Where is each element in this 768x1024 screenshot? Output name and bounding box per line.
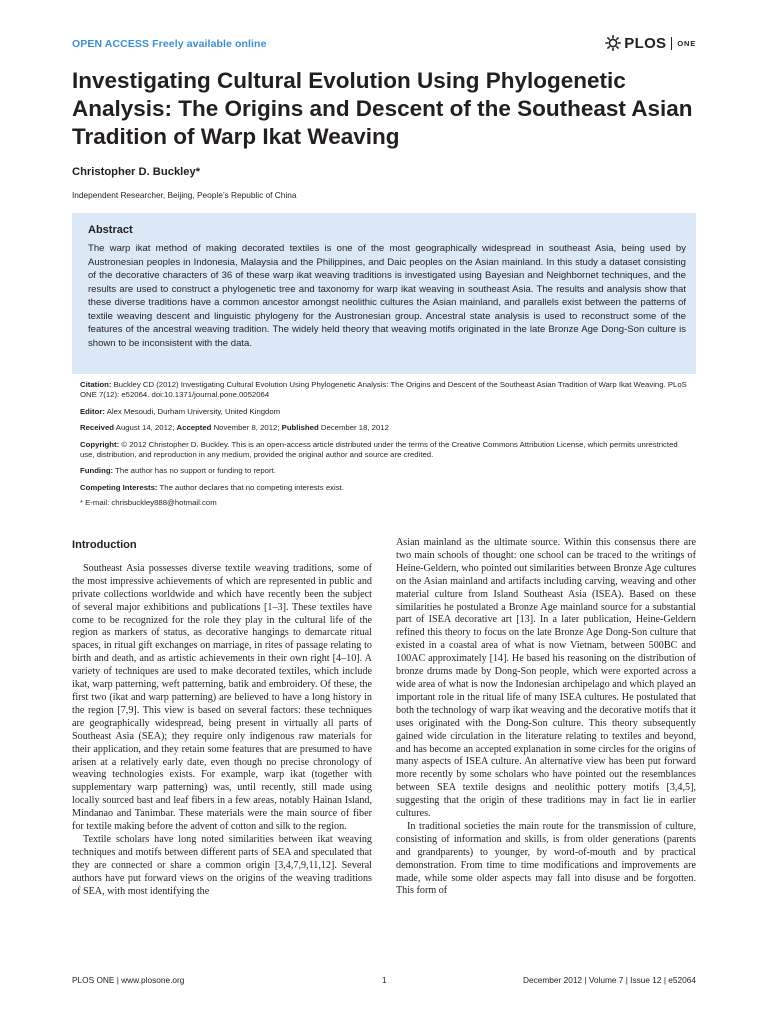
- competing-interests-line: Competing Interests: The author declares that no competing interests exist.: [80, 482, 344, 492]
- footer-issue-info: December 2012 | Volume 7 | Issue 12 | e52064: [523, 975, 696, 985]
- page-footer: [72, 975, 696, 987]
- abstract-text: The warp ikat method of making decorated textiles is one of the most geographically widespread in southeast Asia, being used by Austronesian peoples in Indonesia, Malaysia and the Philippines, and Daic peoples on the Asian mainland. In this study a dataset consisting of the decorative characters of 36 of these warp ikat weaving traditions is investigated using Bayesian and Neighbornet techniques, and the results are used to construct a phylogenetic tree and taxonomy for warp ikat weaving in southeast Asia. The results and analysis show that these diverse traditions have a common ancestor amongst neolithic cultures the Asian mainland, and parallels exist between the patterns of textile weaving descent and linguistic phylogeny for the Austronesian group. Ancestral state analysis is used to reconstruct some of the features of the ancestral weaving tradition. The widely held theory that weaving motifs originated in the late Bronze Age Dong-Son culture is shown to be inconsistent with the data.: [88, 243, 686, 349]
- body-column-left: [72, 535, 372, 898]
- article-title: Investigating Cultural Evolution Using Phylogenetic Analysis: The Origins and Descent of the Southeast Asian Tradition of Warp Ikat Weaving: [72, 68, 693, 149]
- abstract-box: [72, 213, 696, 374]
- open-access-label: OPEN ACCESS Freely available online: [72, 38, 267, 50]
- editor-line: Editor: Alex Mesoudi, Durham University, United Kingdom: [80, 406, 281, 416]
- plos-sun-icon: [605, 35, 621, 51]
- author-affiliation: Independent Researcher, Beijing, People’s Republic of China: [72, 190, 297, 200]
- section-heading-introduction: Introduction: [72, 539, 137, 551]
- body-paragraph: Asian mainland as the ultimate source. Within this consensus there are two main schools of thought: one school can be traced to the writings of Heine-Geldern, who pointed out similarities between Bronze Age cultures on the Asian mainland and artifacts including carving, weaving and other material culture from Island Southeast Asia (ISEA). Based on these similarities he postulated a Bronze Age mainland source for a substantial part of ISEA decorative art [13]. In a later publication, Heine-Geldern refined this theory to focus on the late Bronze Age Dong-Son culture that existed in a coastal area of what is now Vietnam, between 500BC and 100AC approximately [14]. He based his reasoning on the distribution of bronze drums made by Dong-Son people, which were exported across a wide area of what is now the Indonesian archipelago and which played an important role in the ritual life of many ISEA cultures. He postulated that both the technology of warp ikat weaving and the decorative motifs that it uses originated with the Dong-Son culture. This theory subsequently gained wide circulation in the literature relating to textiles and beyond, and has become an accepted explanation in some circles for the origins of many aspects of ISEA culture. An alternative view has been put forward more recently by some scholars who have pointed out the resemblances between SEA textile designs and neolithic pottery motifs [3,4,5], suggesting that the origin of these traditions may in fact lie in earlier cultures.: [396, 537, 697, 820]
- journal-logo: [605, 34, 696, 52]
- page-number: 1: [382, 975, 387, 985]
- author-name: Christopher D. Buckley*: [72, 166, 201, 178]
- abstract-heading: Abstract: [88, 224, 133, 236]
- article-metadata: [80, 380, 690, 514]
- body-column-right: [396, 537, 696, 898]
- citation-line: Citation: Buckley CD (2012) Investigating Cultural Evolution Using Phylogenetic Analysis: The Origins and Descent of the Southeast Asian Tradition of Warp Ikat Weaving. PLoS ONE 7(12): e52064. doi:10.1371/journal.pone.0052064: [80, 380, 687, 399]
- copyright-line: Copyright: © 2012 Christopher D. Buckley. This is an open-access article distributed under the terms of the Creative Commons Attribution License, which permits unrestricted use, distribution, and reproduction in any medium, provided the original author and source are credited.: [80, 439, 678, 459]
- email-line: * E-mail: chrisbuckley888@hotmail.com: [80, 497, 217, 507]
- body-paragraph: Textile scholars have long noted similarities between ikat weaving techniques and motifs between different parts of SEA and speculated that they are connected or share a common origin [3,4,7,9,11,12]. Several authors have put forward views on the origins of the weaving traditions of SEA, with most identifying the: [72, 833, 372, 897]
- dates-line: Received August 14, 2012; Accepted November 8, 2012; Published December 18, 2012: [80, 423, 389, 432]
- one-logo-text: ONE: [677, 38, 696, 48]
- body-paragraph: In traditional societies the main route for the transmission of culture, consisting of information and skills, is from older generations (parents and grandparents) to younger, by word-of-mouth and by practical demonstration. From time to time modifications and improvements are made, while some older aspects may fall into disuse and be forgotten. This form of: [396, 820, 696, 897]
- open-access-banner: [72, 38, 267, 50]
- page-header: [72, 34, 696, 53]
- body-paragraph: Southeast Asia possesses diverse textile weaving traditions, some of the most impressive achievements of which are represented in public and private collections worldwide and which have recently been the subject of several major exhibitions and publications [1–3]. These textiles have come to be recognized for the role they play in the cultural life of the region as markers of status, as decorative hangings to demarcate ritual spaces, in ritual gift exchanges on marriage, in rites of passage relating to birth and death, and as artistic achievements in their own right [4–10]. A variety of techniques are used to make decorated textiles, which include ikat, warp patterning, weft patterning, batik and embroidery. Of these, the first two (ikat and warp patterning) are believed to have a long history in the region [7,9]. This view is based on several factors: these techniques are geographically widespread, being present in virtually all parts of Southeast Asia (SEA); they require only indigenous raw materials for their application, and they retain some features that are presumed to have arisen at a relatively early date, even though no precise chronology of weaving technologies exists. For example, warp ikat (together with supplementary warp patterning) was, until recently, still made using locally sourced bast and leaf fibers in a few areas, notably Hainan Island, Mindanao and Tanimbar. These materials were the main source of fiber for textile making before the advent of cotton and silk to the region.: [72, 562, 372, 833]
- plos-logo-text: PLOS: [624, 34, 667, 52]
- logo-separator: [671, 37, 672, 50]
- funding-line: Funding: The author has no support or funding to report.: [80, 466, 276, 475]
- footer-journal-url: PLOS ONE | www.plosone.org: [72, 975, 185, 985]
